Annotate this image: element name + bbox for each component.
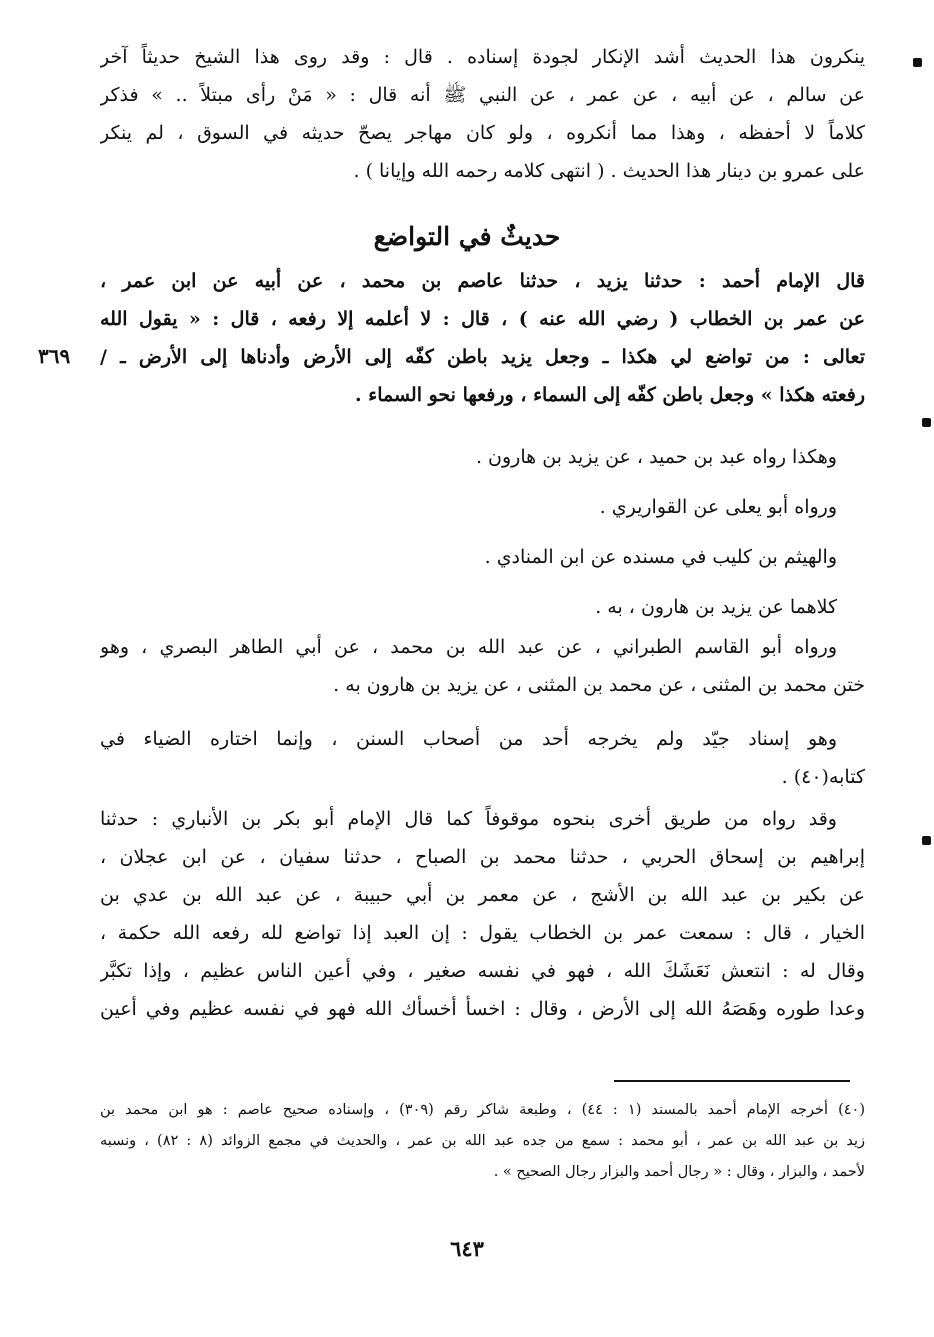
margin-mark (913, 58, 922, 67)
text-line: وعدا طوره وهَصَهُ الله إلى الأرض ، وقال : اخسأ أخسأك الله فهو في نفسه عظيم وفي أعين (100, 998, 865, 1020)
text-line: ختن محمد بن المثنى ، عن محمد بن المثنى ، عن يزيد بن هارون به . (333, 674, 865, 696)
narration-line: والهيثم بن كليب في مسنده عن ابن المنادي . (484, 546, 837, 568)
narration-line: ورواه أبو يعلى عن القواريري . (599, 496, 837, 518)
text-line: على عمرو بن دينار هذا الحديث . ( انتهى كلامه رحمه الله وإيانا ) . (353, 160, 865, 182)
footnote-divider (614, 1080, 850, 1082)
footnote-line: (٤٠) أخرجه الإمام أحمد بالمسند (١ : ٤٤) ، وطبعة شاكر رقم (٣٠٩) ، وإسناده صحيح عاصم : هو ابن محمد بن (100, 1102, 865, 1118)
text-line: كتابه(٤٠) . (781, 766, 865, 788)
narration-line: وهكذا رواه عبد بن حميد ، عن يزيد بن هارون . (475, 446, 837, 468)
footnote-line: لأحمد ، والبزار ، وقال : « رجال أحمد والبزار رجال الصحيح » . (493, 1164, 865, 1180)
text-line: كلاماً لا أحفظه ، وهذا مما أنكروه ، ولو كان مهاجر يصحّ حديثه في السوق ، لم ينكر (100, 122, 865, 144)
margin-mark (922, 418, 931, 427)
margin-page-reference: ٣٦٩ (38, 344, 71, 368)
footnote-line: زيد بن عبد الله بن عمر ، أبو محمد : سمع من جده عبد الله بن عمر ، والحديث في مجمع الزوائد (٨ : ٨٢) ، ونسبه (100, 1133, 865, 1149)
text-line: إبراهيم بن إسحاق الحربي ، حدثنا محمد بن الصباح ، حدثنا سفيان ، عن ابن عجلان ، (100, 846, 865, 868)
tabarani-paragraph (100, 628, 865, 704)
text-line: وقد رواه من طريق أخرى بنحوه موقوفاً كما قال الإمام أبو بكر بن الأنباري : حدثنا (100, 808, 837, 830)
isnad-paragraph (100, 720, 865, 796)
text-line: عن عمر بن الخطاب ( رضي الله عنه ) ، قال : لا أعلمه إلا رفعه ، قال : « يقول الله (100, 308, 865, 330)
section-heading: حديثٌ في التواضع (373, 222, 561, 251)
mawquf-paragraph (100, 800, 865, 1028)
margin-mark (922, 836, 931, 845)
text-line: تعالى : من تواضع لي هكذا ـ وجعل يزيد باطن كفّه إلى الأرض وأدناها إلى الأرض ـ / (100, 346, 865, 368)
footnote (100, 1095, 865, 1188)
text-line: ينكرون هذا الحديث أشد الإنكار لجودة إسناده . قال : وقد روى هذا الشيخ حديثاً آخر (100, 46, 865, 68)
text-line: عن بكير بن عبد الله بن الأشج ، عن معمر بن أبي حبيبة ، عن عبد الله بن عدي بن (100, 884, 865, 906)
text-line: الخيار ، قال : سمعت عمر بن الخطاب يقول : إن العبد إذا تواضع لله رفعه الله حكمة ، (100, 922, 865, 944)
text-line: قال الإمام أحمد : حدثنا يزيد ، حدثنا عاصم بن محمد ، عن أبيه عن ابن عمر ، (100, 270, 865, 292)
text-line: ورواه أبو القاسم الطبراني ، عن عبد الله بن محمد ، عن أبي الطاهر البصري ، وهو (100, 636, 837, 658)
text-line: وهو إسناد جيّد ولم يخرجه أحد من أصحاب السنن ، وإنما اختاره الضياء في (100, 728, 837, 750)
text-line: وقال له : انتعش نَعَشَكَ الله ، فهو في نفسه صغير ، وفي أعين الناس عظيم ، وإذا تكبَّر (100, 960, 865, 982)
top-paragraph (100, 38, 865, 190)
narrations-list (100, 432, 865, 632)
text-line: عن سالم ، عن أبيه ، عن عمر ، عن النبي ﷺ أنه قال : « مَنْ رأى مبتلاً .. » فذكر (100, 84, 865, 106)
narration-line: كلاهما عن يزيد بن هارون ، به . (595, 596, 837, 618)
text-line: رفعته هكذا » وجعل باطن كفّه إلى السماء ، ورفعها نحو السماء . (355, 384, 865, 406)
hadith-paragraph (100, 262, 865, 414)
page-number: ٦٤٣ (450, 1236, 484, 1261)
